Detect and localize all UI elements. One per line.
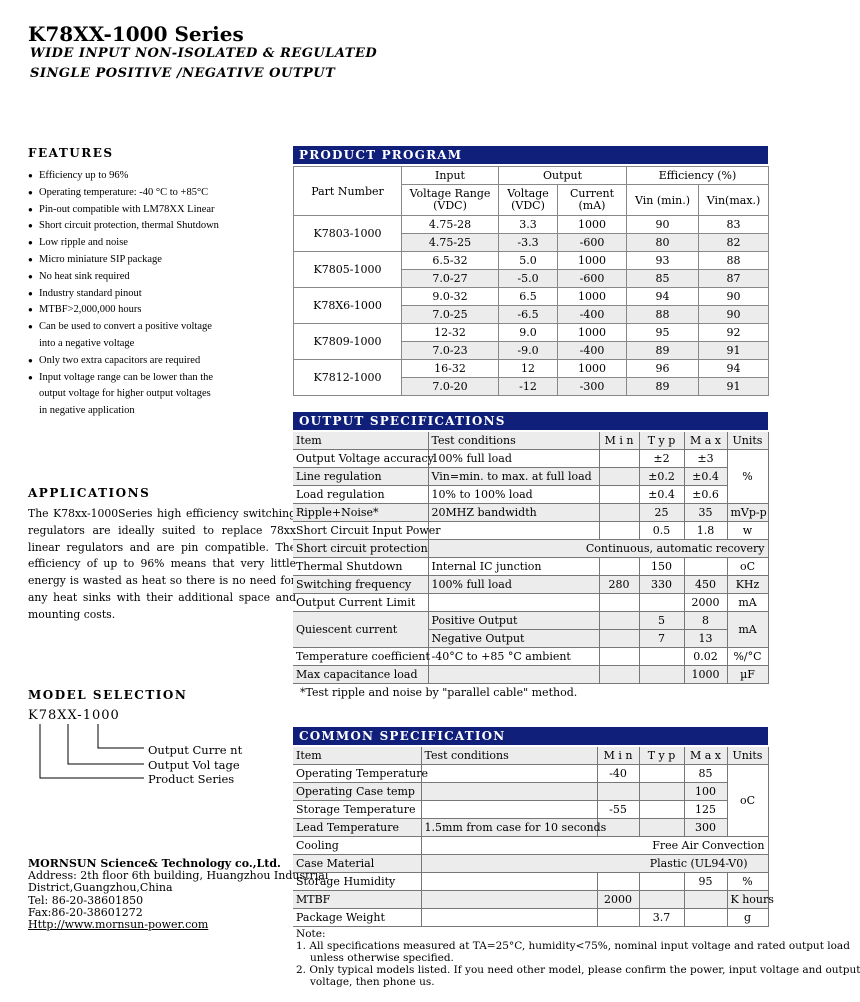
spec-unit: % — [727, 450, 768, 504]
spec-max: 13 — [684, 630, 727, 648]
spec-condition — [421, 783, 597, 801]
spec-item: Short circuit protection — [293, 540, 428, 558]
spec-unit: %/°C — [727, 648, 768, 666]
spec-condition — [421, 909, 597, 927]
spec-unit: % — [727, 873, 768, 891]
spec-item: Operating Case temp — [293, 783, 421, 801]
bracket-output-voltage — [68, 724, 144, 764]
cell-v: 9.0 — [499, 324, 558, 342]
spec-unit: mVp-p — [727, 504, 768, 522]
product-program-table — [293, 166, 769, 396]
spec-item: Quiescent current — [293, 612, 428, 648]
spec-min — [599, 450, 639, 468]
spec-condition: 10% to 100% load — [428, 486, 599, 504]
cell-v: 12 — [499, 360, 558, 378]
spec-typ — [639, 819, 684, 837]
spec-typ: ±0.4 — [639, 486, 684, 504]
spec-max: ±3 — [684, 450, 727, 468]
spec-item: Max capacitance load — [293, 666, 428, 684]
cell-v: -5.0 — [499, 270, 558, 288]
cell-emax: 83 — [699, 216, 769, 234]
spec-max: 0.02 — [684, 648, 727, 666]
spec-min — [599, 504, 639, 522]
cell-vr: 16-32 — [402, 360, 499, 378]
part-number-cell: K7805-1000 — [294, 252, 402, 288]
spec-typ — [639, 648, 684, 666]
spec-condition — [421, 765, 597, 783]
product-program-heading: PRODUCT PROGRAM — [293, 146, 768, 164]
spec-span-value: Continuous, automatic recovery — [428, 540, 768, 558]
spec-condition — [428, 594, 599, 612]
spec-typ: ±2 — [639, 450, 684, 468]
cell-i: -400 — [558, 342, 627, 360]
part-number-cell: K78X6-1000 — [294, 288, 402, 324]
table-row — [294, 216, 769, 234]
cell-emax: 94 — [699, 360, 769, 378]
spec-max: ±0.4 — [684, 468, 727, 486]
cell-emin: 93 — [627, 252, 699, 270]
label-product-series: Product Series — [148, 772, 235, 786]
list-item: ● Only two extra capacitors are required — [28, 353, 290, 370]
list-item-continuation: in negative application — [39, 405, 135, 417]
list-item: ● Low ripple and noise — [28, 235, 290, 252]
spec-typ: 5 — [639, 612, 684, 630]
spec-min — [599, 630, 639, 648]
label-output-voltage: Output Vol tage — [148, 757, 240, 772]
list-item: ● Short circuit protection, thermal Shutdown — [28, 218, 290, 235]
cell-emin: 85 — [627, 270, 699, 288]
cell-emin: 88 — [627, 306, 699, 324]
spec-item: Storage Temperature — [293, 801, 421, 819]
spec-unit: oC — [727, 765, 768, 837]
cell-vr: 4.75-25 — [402, 234, 499, 252]
cell-vr: 9.0-32 — [402, 288, 499, 306]
spec-span-value: Free Air Convection — [421, 837, 768, 855]
spec-max: 85 — [684, 765, 727, 783]
spec-typ: 3.7 — [639, 909, 684, 927]
spec-max: 35 — [684, 504, 727, 522]
list-item: ● Pin-out compatible with LM78XX Linear — [28, 202, 290, 219]
spec-typ — [639, 594, 684, 612]
spec-min — [597, 783, 639, 801]
spec-min — [599, 612, 639, 630]
header-units: Units — [727, 747, 768, 765]
spec-item: Line regulation — [293, 468, 428, 486]
spec-item: Output Current Limit — [293, 594, 428, 612]
header-conditions: Test conditions — [428, 432, 599, 450]
spec-max: 1.8 — [684, 522, 727, 540]
applications-text: The K78xx-1000Series high efficiency switching regulators are ideally suited to replace 78xx linear regulators and are pin compatible. The efficiency of up to 96% means that very little energy is wasted as heat so there is no need for any heat sinks with their additional space and mounting costs. — [28, 507, 296, 621]
spec-unit: µF — [727, 666, 768, 684]
common-specs-notes — [296, 928, 860, 988]
spec-min — [599, 468, 639, 486]
cell-i: 1000 — [558, 360, 627, 378]
spec-condition: -40°C to +85 °C ambient — [428, 648, 599, 666]
spec-max: 1000 — [684, 666, 727, 684]
spec-max — [684, 891, 727, 909]
table-row — [294, 288, 769, 306]
spec-max — [684, 909, 727, 927]
spec-typ — [639, 873, 684, 891]
spec-item: Package Weight — [293, 909, 421, 927]
spec-condition: Vin=min. to max. at full load — [428, 468, 599, 486]
header-output: Output — [499, 167, 627, 185]
spec-item: Ripple+Noise* — [293, 504, 428, 522]
spec-max: 125 — [684, 801, 727, 819]
spec-max: 95 — [684, 873, 727, 891]
spec-typ: 330 — [639, 576, 684, 594]
spec-item: Temperature coefficient — [293, 648, 428, 666]
cell-v: 6.5 — [499, 288, 558, 306]
spec-item: Load regulation — [293, 486, 428, 504]
spec-condition: Negative Output — [428, 630, 599, 648]
spec-typ: 25 — [639, 504, 684, 522]
company-website-link[interactable]: Http://www.mornsun-power.com — [28, 918, 209, 932]
spec-typ — [639, 891, 684, 909]
spec-min — [599, 666, 639, 684]
bracket-product-series — [40, 724, 144, 778]
spec-unit: mA — [727, 612, 768, 648]
product-program-rows — [294, 216, 769, 396]
spec-typ — [639, 783, 684, 801]
model-code: K78XX-1000 — [28, 708, 120, 723]
spec-condition — [421, 891, 597, 909]
header-item: Item — [293, 432, 428, 450]
spec-min — [599, 558, 639, 576]
part-number-cell: K7812-1000 — [294, 360, 402, 396]
spec-unit: K hours — [727, 891, 768, 909]
note-2-continued: voltage, then phone us. — [310, 976, 435, 988]
company-address-2: District,Guangzhou,China — [28, 881, 173, 895]
spec-item: Cooling — [293, 837, 421, 855]
list-item: ● MTBF>2,000,000 hours — [28, 302, 290, 319]
spec-typ — [639, 801, 684, 819]
spec-min: -55 — [597, 801, 639, 819]
cell-emax: 90 — [699, 306, 769, 324]
output-specs-table — [293, 432, 769, 684]
cell-emax: 92 — [699, 324, 769, 342]
header-voltage: Voltage (VDC) — [499, 185, 558, 216]
cell-emin: 95 — [627, 324, 699, 342]
cell-vr: 7.0-23 — [402, 342, 499, 360]
note-1: 1. All specifications measured at TA=25°C, humidity<75%, nominal input voltage and rated output load — [296, 940, 850, 952]
part-number-cell: K7803-1000 — [294, 216, 402, 252]
spec-condition — [421, 801, 597, 819]
table-row — [294, 252, 769, 270]
header-units: Units — [727, 432, 768, 450]
common-specs-table — [293, 747, 774, 927]
spec-condition — [421, 873, 597, 891]
spec-item: Thermal Shutdown — [293, 558, 428, 576]
spec-span-value: Plastic (UL94-V0) — [421, 855, 768, 873]
spec-condition: Internal IC junction — [428, 558, 599, 576]
model-selection-labels — [148, 743, 242, 787]
spec-min: 280 — [599, 576, 639, 594]
model-selection-heading: MODEL SELECTION — [28, 688, 188, 702]
list-item: ● Industry standard pinout — [28, 286, 290, 303]
spec-condition: 100% full load — [428, 576, 599, 594]
spec-unit: g — [727, 909, 768, 927]
spec-max: 8 — [684, 612, 727, 630]
spec-typ: 150 — [639, 558, 684, 576]
cell-vr: 7.0-20 — [402, 378, 499, 396]
spec-min — [599, 522, 639, 540]
cell-emin: 89 — [627, 342, 699, 360]
spec-max — [684, 558, 727, 576]
spec-min — [597, 873, 639, 891]
cell-i: -600 — [558, 270, 627, 288]
list-item: ● Micro miniature SIP package — [28, 252, 290, 269]
note-2: 2. Only typical models listed. If you need other model, please confirm the power, input voltage and output — [296, 964, 860, 976]
bracket-output-current — [98, 724, 144, 748]
cell-i: 1000 — [558, 216, 627, 234]
header-item: Item — [293, 747, 421, 765]
cell-emin: 80 — [627, 234, 699, 252]
note-1-continued: unless otherwise specified. — [310, 952, 454, 964]
cell-vr: 12-32 — [402, 324, 499, 342]
spec-typ — [639, 666, 684, 684]
spec-item: Storage Humidity — [293, 873, 421, 891]
document-title: K78XX-1000 Series — [28, 22, 244, 46]
company-info — [28, 858, 328, 931]
spec-min: 2000 — [597, 891, 639, 909]
spec-min: -40 — [597, 765, 639, 783]
applications-heading: APPLICATIONS — [28, 486, 151, 500]
list-item-continuation: into a negative voltage — [39, 337, 135, 349]
cell-v: -9.0 — [499, 342, 558, 360]
spec-min — [599, 594, 639, 612]
features-list — [28, 168, 290, 420]
cell-emax: 90 — [699, 288, 769, 306]
list-item: ● Input voltage range can be lower than the — [28, 370, 290, 387]
cell-emax: 91 — [699, 378, 769, 396]
spec-typ: 0.5 — [639, 522, 684, 540]
cell-v: -12 — [499, 378, 558, 396]
features-heading: FEATURES — [28, 146, 114, 160]
output-specs-heading: OUTPUT SPECIFICATIONS — [293, 412, 768, 430]
header-vin-min: Vin (min.) — [627, 185, 699, 216]
spec-item: Short Circuit Input Power — [293, 522, 428, 540]
cell-emax: 87 — [699, 270, 769, 288]
cell-i: -300 — [558, 378, 627, 396]
spec-item: Case Material — [293, 855, 421, 873]
cell-i: 1000 — [558, 252, 627, 270]
cell-v: 3.3 — [499, 216, 558, 234]
company-tel: Tel: 86-20-38601850 — [28, 893, 144, 907]
list-item: ● Efficiency up to 96% — [28, 168, 290, 185]
spec-item: MTBF — [293, 891, 421, 909]
spec-min — [599, 486, 639, 504]
cell-emin: 89 — [627, 378, 699, 396]
spec-condition: 1.5mm from case for 10 seconds — [421, 819, 597, 837]
cell-i: -400 — [558, 306, 627, 324]
spec-unit: w — [727, 522, 768, 540]
spec-max: 300 — [684, 819, 727, 837]
cell-v: -3.3 — [499, 234, 558, 252]
spec-condition — [428, 522, 599, 540]
spec-max: 2000 — [684, 594, 727, 612]
spec-typ — [639, 765, 684, 783]
header-input: Input — [402, 167, 499, 185]
cell-vr: 6.5-32 — [402, 252, 499, 270]
header-typ: T y p — [639, 432, 684, 450]
note-title: Note: — [296, 928, 326, 940]
common-specs-heading: COMMON SPECIFICATION — [293, 727, 768, 745]
cell-v: 5.0 — [499, 252, 558, 270]
cell-emin: 90 — [627, 216, 699, 234]
list-item: ● Can be used to convert a positive voltage — [28, 319, 290, 336]
header-part-number: Part Number — [294, 167, 402, 216]
cell-i: 1000 — [558, 288, 627, 306]
spec-condition: Positive Output — [428, 612, 599, 630]
spec-condition — [428, 666, 599, 684]
spec-unit: oC — [727, 558, 768, 576]
spec-item: Operating Temperature — [293, 765, 421, 783]
label-output-current: Output Curre nt — [148, 743, 243, 757]
spec-unit: mA — [727, 594, 768, 612]
spec-condition: 20MHZ bandwidth — [428, 504, 599, 522]
header-min: M i n — [597, 747, 639, 765]
header-vin-max: Vin(max.) — [699, 185, 769, 216]
cell-vr: 7.0-25 — [402, 306, 499, 324]
part-number-cell: K7809-1000 — [294, 324, 402, 360]
cell-emax: 91 — [699, 342, 769, 360]
list-item-continuation: output voltage for higher output voltages — [39, 388, 211, 400]
cell-v: -6.5 — [499, 306, 558, 324]
cell-vr: 7.0-27 — [402, 270, 499, 288]
spec-unit: KHz — [727, 576, 768, 594]
header-voltage-range: Voltage Range (VDC) — [402, 185, 499, 216]
header-min: M i n — [599, 432, 639, 450]
spec-item: Lead Temperature — [293, 819, 421, 837]
cell-emin: 94 — [627, 288, 699, 306]
header-max: M a x — [684, 432, 727, 450]
spec-min — [599, 648, 639, 666]
spec-max: 450 — [684, 576, 727, 594]
table-row — [294, 360, 769, 378]
list-item: ● Operating temperature: -40 °C to +85°C — [28, 185, 290, 202]
cell-emax: 88 — [699, 252, 769, 270]
cell-vr: 4.75-28 — [402, 216, 499, 234]
cell-i: -600 — [558, 234, 627, 252]
list-item: ● No heat sink required — [28, 269, 290, 286]
spec-max: 100 — [684, 783, 727, 801]
company-fax: Fax:86-20-38601272 — [28, 905, 143, 919]
table-row — [294, 324, 769, 342]
subtitle-line-2: SINGLE POSITIVE /NEGATIVE OUTPUT — [30, 66, 336, 81]
company-name: MORNSUN Science& Technology co.,Ltd. — [28, 857, 281, 870]
cell-emax: 82 — [699, 234, 769, 252]
subtitle-line-1: WIDE INPUT NON-ISOLATED & REGULATED — [30, 46, 378, 61]
header-max: M a x — [684, 747, 727, 765]
cell-emin: 96 — [627, 360, 699, 378]
spec-typ: ±0.2 — [639, 468, 684, 486]
cell-i: 1000 — [558, 324, 627, 342]
header-efficiency: Efficiency (%) — [627, 167, 769, 185]
spec-max: ±0.6 — [684, 486, 727, 504]
spec-typ: 7 — [639, 630, 684, 648]
header-current: Current (mA) — [558, 185, 627, 216]
header-typ: T y p — [639, 747, 684, 765]
spec-item: Output Voltage accuracy — [293, 450, 428, 468]
company-address-1: Address: 2th floor 6th building, Huangzhou Industrial — [28, 869, 329, 883]
spec-item: Switching frequency — [293, 576, 428, 594]
spec-condition: 100% full load — [428, 450, 599, 468]
output-specs-note: *Test ripple and noise by "parallel cable" method. — [300, 686, 578, 699]
spec-min — [597, 909, 639, 927]
header-conditions: Test conditions — [421, 747, 597, 765]
